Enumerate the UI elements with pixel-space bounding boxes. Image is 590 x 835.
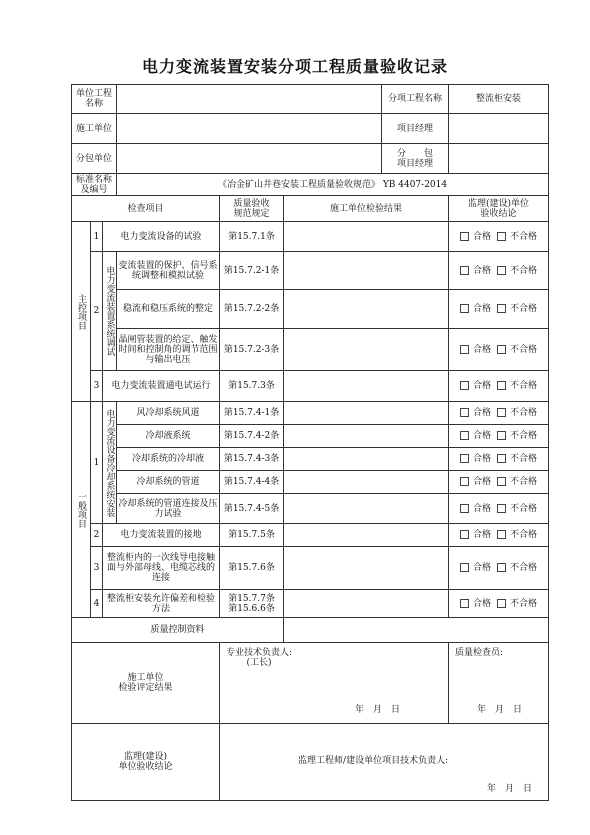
general-row-1b	[72, 425, 549, 448]
pass-label: 合格	[473, 530, 492, 540]
pass-label: 合格	[473, 408, 492, 418]
pass-checkbox[interactable]	[460, 454, 469, 463]
eval-inspector-cell[interactable]	[449, 643, 549, 724]
general-items-label-text: 一般项目	[76, 491, 86, 528]
fail-label: 不合格	[510, 503, 538, 514]
general-row-1d	[72, 471, 549, 494]
subcontractor-value[interactable]	[117, 144, 382, 174]
pass-label: 合格	[473, 265, 492, 276]
general-row-1d-text: 冷却系统的管道	[117, 471, 220, 494]
standard-value: 《冶金矿山井巷安装工程质量验收规范》 YB 4407-2014	[117, 174, 549, 196]
fail-checkbox[interactable]	[497, 304, 506, 313]
fail-label: 不合格	[510, 344, 538, 355]
fail-label: 不合格	[510, 563, 538, 573]
main-row-1-text: 电力变流设备的试验	[103, 222, 220, 252]
quality-docs-label: 质量控制资料	[72, 618, 284, 643]
col-spec	[220, 196, 284, 222]
pass-checkbox[interactable]	[460, 266, 469, 275]
pass-checkbox[interactable]	[460, 408, 469, 417]
general-group-1-label	[103, 402, 117, 524]
general-row-1a	[72, 402, 549, 425]
general-row-4-no: 4	[91, 590, 103, 618]
main-row-2b	[72, 290, 549, 329]
main-row-1-spec: 第15.7.1条	[220, 222, 284, 252]
pm-label: 项目经理	[382, 114, 449, 144]
main-row-2a-result[interactable]	[284, 252, 449, 290]
fail-label: 不合格	[510, 381, 538, 391]
fail-checkbox[interactable]	[497, 563, 506, 572]
accept-signer: 监理工程师/建设单位项目技术负责人:	[298, 756, 449, 766]
main-group-2-label	[103, 252, 117, 371]
fail-label: 不合格	[510, 477, 538, 487]
col-items: 检查项目	[72, 196, 220, 222]
main-row-3-conclusion	[449, 371, 549, 402]
fail-checkbox[interactable]	[497, 599, 506, 608]
quality-docs-row	[72, 618, 549, 643]
general-row-1d-conclusion	[449, 471, 549, 494]
accept-signer-cell[interactable]	[220, 724, 549, 801]
general-row-4-spec-line2: 第15.6.6条	[228, 603, 275, 614]
sub-pm-label-line2: 项目经理	[397, 158, 434, 169]
eval-inspector-date: 年 月 日	[477, 705, 523, 715]
general-row-2-result[interactable]	[284, 524, 449, 547]
fail-label: 不合格	[510, 431, 538, 441]
pass-label: 合格	[473, 344, 492, 355]
main-row-2b-text: 稳流和稳压系统的整定	[117, 290, 220, 329]
pass-label: 合格	[473, 381, 492, 391]
fail-checkbox[interactable]	[497, 381, 506, 390]
main-row-2c-text: 晶闸管装置的给定、触发时间和控制角的调节范围与输出电压	[117, 329, 220, 371]
general-row-1b-conclusion	[449, 425, 549, 448]
general-group-1-label-text: 电力变流设备冷却系统安装	[104, 408, 115, 517]
general-row-1e-result[interactable]	[284, 494, 449, 524]
pass-label: 合格	[473, 598, 492, 609]
general-row-1a-conclusion	[449, 402, 549, 425]
general-row-2-spec: 第15.7.5条	[220, 524, 284, 547]
main-row-1-no: 1	[91, 222, 103, 252]
pass-label: 合格	[473, 431, 492, 441]
main-row-2c-result[interactable]	[284, 329, 449, 371]
standard-label: 标准名称及编号	[72, 174, 117, 196]
pass-checkbox[interactable]	[460, 599, 469, 608]
fail-checkbox[interactable]	[497, 408, 506, 417]
col-supervisor-line1: 监理(建设)单位	[468, 198, 530, 209]
fail-label: 不合格	[510, 408, 538, 418]
general-row-1a-text: 风冷却系统风道	[117, 402, 220, 425]
main-row-2b-conclusion	[449, 290, 549, 329]
fail-checkbox[interactable]	[497, 431, 506, 440]
fail-checkbox[interactable]	[497, 454, 506, 463]
contractor-label: 施工单位	[72, 114, 117, 144]
standard-row	[72, 174, 549, 196]
fail-label: 不合格	[510, 454, 538, 464]
sub-pm-label	[382, 144, 449, 174]
main-row-3-result[interactable]	[284, 371, 449, 402]
general-row-1c-result[interactable]	[284, 448, 449, 471]
pass-checkbox[interactable]	[460, 304, 469, 313]
pass-checkbox[interactable]	[460, 345, 469, 354]
pass-label: 合格	[473, 454, 492, 464]
main-row-2c	[72, 329, 549, 371]
accept-label	[72, 724, 220, 801]
eval-tech-lead-cell[interactable]	[220, 643, 449, 724]
pass-checkbox[interactable]	[460, 530, 469, 539]
inspection-record-table	[71, 84, 549, 801]
pass-checkbox[interactable]	[460, 431, 469, 440]
general-row-4-result[interactable]	[284, 590, 449, 618]
general-row-3-spec: 第15.7.6条	[220, 547, 284, 590]
pm-value[interactable]	[449, 114, 549, 144]
pass-label: 合格	[473, 503, 492, 514]
general-row-2-no: 2	[91, 524, 103, 547]
fail-label: 不合格	[510, 304, 538, 314]
main-row-2b-result[interactable]	[284, 290, 449, 329]
eval-label	[72, 643, 220, 724]
accept-label-line2: 单位验收结论	[118, 762, 173, 772]
column-header-row	[72, 196, 549, 222]
general-row-1c-spec: 第15.7.4-3条	[220, 448, 284, 471]
main-row-3-text: 电力变流装置通电试运行	[103, 371, 220, 402]
general-row-3-result[interactable]	[284, 547, 449, 590]
general-row-1c	[72, 448, 549, 471]
general-row-4-text: 整流柜安装允许偏差和检验方法	[103, 590, 220, 618]
subcontractor-label: 分包单位	[72, 144, 117, 174]
pass-checkbox[interactable]	[460, 563, 469, 572]
pass-label: 合格	[473, 304, 492, 314]
general-items-label	[72, 402, 91, 618]
unit-project-value[interactable]	[117, 85, 382, 114]
pass-checkbox[interactable]	[460, 232, 469, 241]
main-row-3	[72, 371, 549, 402]
col-contractor-result: 施工单位检验结果	[284, 196, 449, 222]
fail-label: 不合格	[510, 530, 538, 540]
main-row-1-conclusion	[449, 222, 549, 252]
general-row-1b-result[interactable]	[284, 425, 449, 448]
general-row-1b-text: 冷却液系统	[117, 425, 220, 448]
fail-label: 不合格	[510, 265, 538, 276]
main-group-2-label-text: 电力变流装置系统调试	[104, 266, 115, 356]
contractor-value[interactable]	[117, 114, 382, 144]
sub-project-value[interactable]: 整流柜安装	[449, 85, 549, 114]
main-row-3-no: 3	[91, 371, 103, 402]
general-row-2	[72, 524, 549, 547]
unit-project-row	[72, 85, 549, 114]
general-row-4	[72, 590, 549, 618]
general-row-1e-conclusion	[449, 494, 549, 524]
general-row-1b-spec: 第15.7.4-2条	[220, 425, 284, 448]
sub-pm-label-line1: 分 包	[397, 148, 434, 159]
main-row-2c-spec: 第15.7.2-3条	[220, 329, 284, 371]
contractor-row	[72, 114, 549, 144]
general-row-4-spec-line1: 第15.7.7条	[228, 593, 275, 604]
general-row-4-conclusion	[449, 590, 549, 618]
main-row-2a-text: 变流装置的保护、信号系统调整和模拟试验	[117, 252, 220, 290]
main-row-3-spec: 第15.7.3条	[220, 371, 284, 402]
eval-tech-lead-line2: (工长)	[246, 658, 272, 668]
general-row-1e	[72, 494, 549, 524]
eval-tech-lead-line1: 专业技术负责人:	[226, 648, 293, 658]
general-row-1e-text: 冷却系统的管道连接及压力试验	[117, 494, 220, 524]
general-row-1c-conclusion	[449, 448, 549, 471]
col-supervisor	[449, 196, 549, 222]
main-row-1-result[interactable]	[284, 222, 449, 252]
pass-checkbox[interactable]	[460, 477, 469, 486]
main-row-2a-spec: 第15.7.2-1条	[220, 252, 284, 290]
quality-docs-value[interactable]	[284, 618, 549, 643]
pass-label: 合格	[473, 563, 492, 573]
sub-pm-value[interactable]	[449, 144, 549, 174]
main-row-2c-conclusion	[449, 329, 549, 371]
general-row-4-spec	[220, 590, 284, 618]
fail-label: 不合格	[510, 231, 538, 242]
general-group-1-no: 1	[91, 402, 103, 524]
fail-label: 不合格	[510, 598, 538, 609]
fail-checkbox[interactable]	[497, 477, 506, 486]
eval-inspector: 质量检查员:	[455, 648, 504, 658]
pass-label: 合格	[473, 231, 492, 242]
eval-date: 年 月 日	[355, 705, 401, 715]
general-row-3-conclusion	[449, 547, 549, 590]
sub-project-label: 分项工程名称	[382, 85, 449, 114]
page-title: 电力变流装置安装分项工程质量验收记录	[141, 57, 448, 76]
general-row-1d-spec: 第15.7.4-4条	[220, 471, 284, 494]
eval-label-line1: 施工单位	[127, 673, 164, 683]
accept-label-line1: 监理(建设)	[124, 752, 168, 762]
main-group-2-no: 2	[91, 252, 103, 371]
fail-checkbox[interactable]	[497, 232, 506, 241]
general-row-1a-result[interactable]	[284, 402, 449, 425]
main-row-2a	[72, 252, 549, 290]
acceptance-row	[72, 724, 549, 801]
general-row-1e-spec: 第15.7.4-5条	[220, 494, 284, 524]
eval-tech-lead	[226, 648, 292, 668]
general-row-3-no: 3	[91, 547, 103, 590]
subcontractor-row	[72, 144, 549, 174]
general-row-1c-text: 冷却系统的冷却液	[117, 448, 220, 471]
general-row-2-text: 电力变流装置的接地	[103, 524, 220, 547]
main-row-2a-conclusion	[449, 252, 549, 290]
accept-date: 年 月 日	[487, 784, 533, 794]
evaluation-row	[72, 643, 549, 724]
pass-label: 合格	[473, 477, 492, 487]
fail-checkbox[interactable]	[497, 530, 506, 539]
col-spec-line2: 规范规定	[233, 208, 270, 219]
fail-checkbox[interactable]	[497, 345, 506, 354]
main-items-label	[72, 222, 91, 402]
pass-checkbox[interactable]	[460, 504, 469, 513]
general-row-3	[72, 547, 549, 590]
col-supervisor-line2: 验收结论	[480, 208, 517, 219]
general-row-1d-result[interactable]	[284, 471, 449, 494]
general-row-1a-spec: 第15.7.4-1条	[220, 402, 284, 425]
main-row-1	[72, 222, 549, 252]
col-spec-line1: 质量验收	[233, 198, 270, 209]
fail-checkbox[interactable]	[497, 504, 506, 513]
main-row-2b-spec: 第15.7.2-2条	[220, 290, 284, 329]
general-row-2-conclusion	[449, 524, 549, 547]
main-items-label-text: 主控项目	[76, 293, 86, 330]
pass-checkbox[interactable]	[460, 381, 469, 390]
fail-checkbox[interactable]	[497, 266, 506, 275]
unit-project-label: 单位工程名称	[72, 85, 117, 114]
eval-label-line2: 检验评定结果	[118, 683, 173, 693]
general-row-3-text: 整流柜内的一次线导电接触面与外部母线、电缆芯线的连接	[103, 547, 220, 590]
